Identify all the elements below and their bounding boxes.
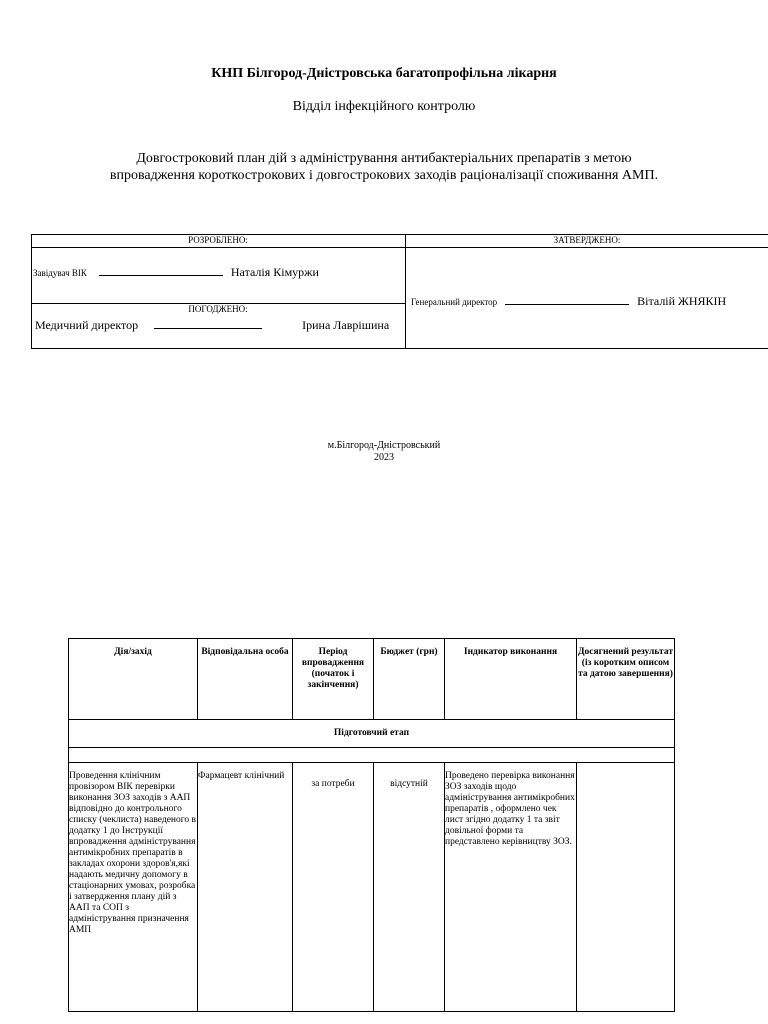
spacer-row [69,748,675,763]
stage-row [69,720,675,748]
agreed-label: ПОГОДЖЕНО: [188,304,248,314]
developed-label: РОЗРОБЛЕНО: [188,235,248,245]
empty-cell [69,748,675,763]
cell-budget: відсутній [374,763,445,1012]
table-header-row [69,639,675,720]
director-name: Віталій ЖНЯКІН [637,294,727,308]
cell-action: Проведення клінічним провізором ВІК перевірки виконання ЗОЗ заходів з ААП відповідно до контрольного списку (чеклиста) наведеного в додатку 1 до Інструкції впровадження адміністрування антимікробних препаратів в закладах охорони здоров'я,які надають медичну допомогу в стаціонарних умовах, розробка і затвердження плану дій з ААП та СОП з адміністрування призначення АМП [69,763,198,1012]
director-position: Генеральний директор [411,297,498,307]
agreed-signature-line [35,316,389,334]
cell-period: за потреби [293,763,374,1012]
plan-title [0,150,768,184]
developer-position: Завідувач ВІК [33,268,87,278]
approval-bottom-border [31,348,768,349]
approval-left-border [31,234,32,349]
place-and-year [0,440,768,464]
plan-title-line-1: Довгостроковий план дій з адміністрування антибактеріальних препаратів з метою [136,151,632,166]
approval-header-divider [31,247,768,248]
agreed-signature-blank [154,327,262,329]
table-row [69,763,675,1012]
header-action: Дія/захід [69,639,198,720]
organization-title: КНП Білгород-Дністровська багатопрофільна лікарня [211,66,557,81]
header-responsible: Відповідальна особа [198,639,293,720]
stage-title: Підготовчий етап [69,720,675,748]
approval-middle-border [405,234,406,349]
cell-responsible: Фармацевт клінічний [198,763,293,1012]
developer-name: Наталія Кімуржи [230,265,319,279]
director-signature-blank [505,303,629,305]
city: м.Білгород-Дністровський [327,440,441,451]
cell-indicator: Проведено перевірка виконання ЗОЗ заходів щодо адміністрування антимікробних препаратів , оформлено чек лист згідно додатку 1 та звіт довільної форми та представлено керівництву ЗОЗ. [445,763,577,1012]
header-indicator: Індикатор виконання [445,639,577,720]
plan-title-line-2: впровадження короткострокових і довгострокових заходів раціоналізації споживання АМП. [109,168,659,183]
agreed-name: Ірина Лаврішина [302,318,390,332]
header-budget: Бюджет (грн) [374,639,445,720]
developer-signature-line [33,263,319,281]
approved-label: ЗАТВЕРДЖЕНО: [553,235,621,245]
agreed-position: Медичний директор [35,318,139,332]
cell-result [577,763,675,1012]
approval-block [31,234,768,349]
department-title: Відділ інфекційного контролю [292,99,476,114]
year: 2023 [374,452,394,463]
action-plan-table [68,638,675,1012]
header-result: Досягнений результат (із коротким описом та датою завершення) [577,639,675,720]
director-signature-line [411,292,726,310]
developer-signature-blank [99,274,223,276]
header-period: Період впровадження (початок і закінчення) [293,639,374,720]
